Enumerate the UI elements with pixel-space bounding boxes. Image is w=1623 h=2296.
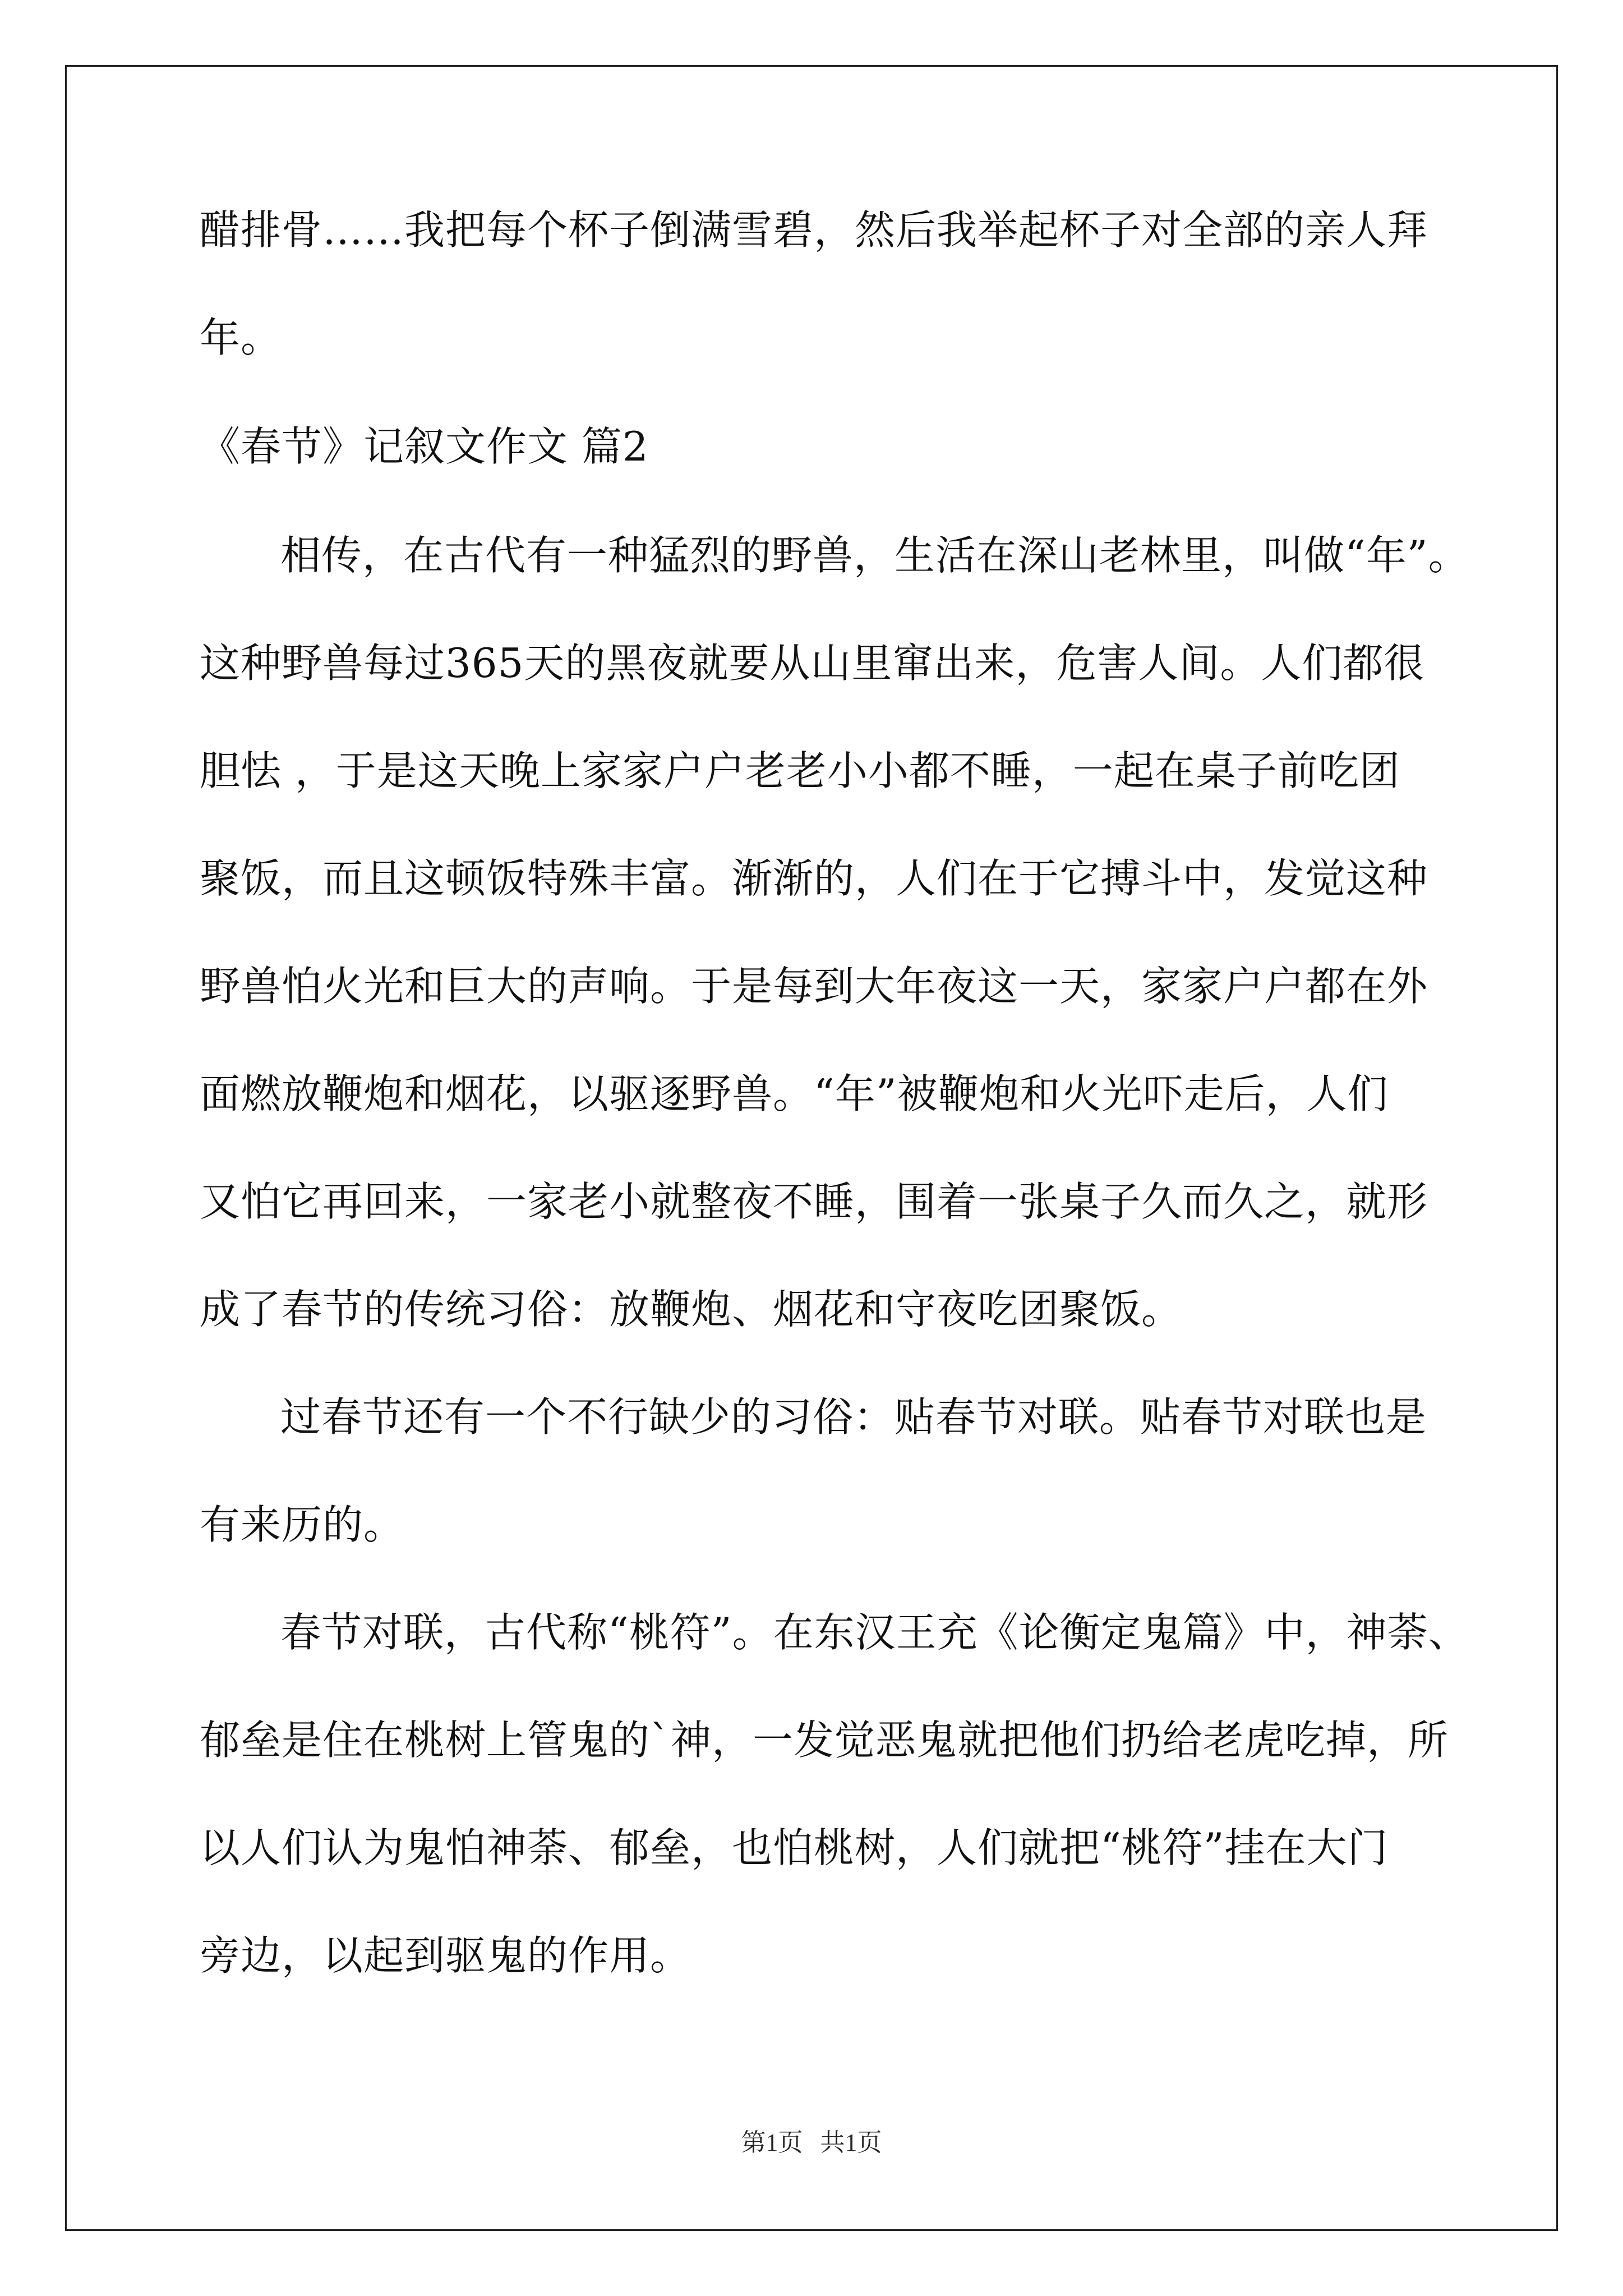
page-total: 共1页	[820, 2129, 882, 2156]
text-line: 野兽怕火光和巨大的声响。于是每到大年夜这一天，家家户户都在外	[200, 963, 1428, 1010]
text-line: 聚饭，而且这顿饭特殊丰富。渐渐的，人们在于它搏斗中，发觉这种	[200, 855, 1428, 902]
text-line: 以人们认为鬼怕神荼、郁垒，也怕桃树，人们就把“桃符”挂在大门	[200, 1824, 1389, 1871]
text-line: 相传，在古代有一种猛烈的野兽，生活在深山老林里，叫做“年”。	[280, 532, 1469, 579]
text-line: 这种野兽每过365天的黑夜就要从山里窜出来，危害人间。人们都很	[200, 639, 1425, 687]
page-footer	[0, 2126, 1623, 2160]
text-line: 郁垒是住在桃树上管鬼的`神，一发觉恶鬼就把他们扔给老虎吃掉，所	[200, 1717, 1449, 1764]
section-heading: 《春节》记叙文作文 篇2	[200, 423, 649, 470]
text-line: 过春节还有一个不行缺少的习俗：贴春节对联。贴春节对联也是	[280, 1393, 1427, 1441]
text-line: 胆怯 ，于是这天晚上家家户户老老小小都不睡，一起在桌子前吃团	[200, 747, 1400, 794]
text-line: 春节对联，古代称“桃符”。在东汉王充《论衡定鬼篇》中，神荼、	[280, 1609, 1469, 1656]
text-line: 成了春节的传统习俗：放鞭炮、烟花和守夜吃团聚饭。	[200, 1286, 1183, 1333]
text-line: 面燃放鞭炮和烟花，以驱逐野兽。“年”被鞭炮和火光吓走后，人们	[200, 1070, 1389, 1117]
text-line: 醋排骨……我把每个杯子倒满雪碧，然后我举起杯子对全部的亲人拜	[200, 206, 1428, 254]
page-border	[65, 65, 1558, 2231]
text-line: 旁边，以起到驱鬼的作用。	[200, 1932, 691, 1979]
text-line: 又怕它再回来，一家老小就整夜不睡，围着一张桌子久而久之，就形	[200, 1178, 1428, 1225]
page-number: 第1页	[741, 2129, 803, 2156]
text-line: 年。	[200, 314, 282, 361]
text-line: 有来历的。	[200, 1501, 405, 1548]
